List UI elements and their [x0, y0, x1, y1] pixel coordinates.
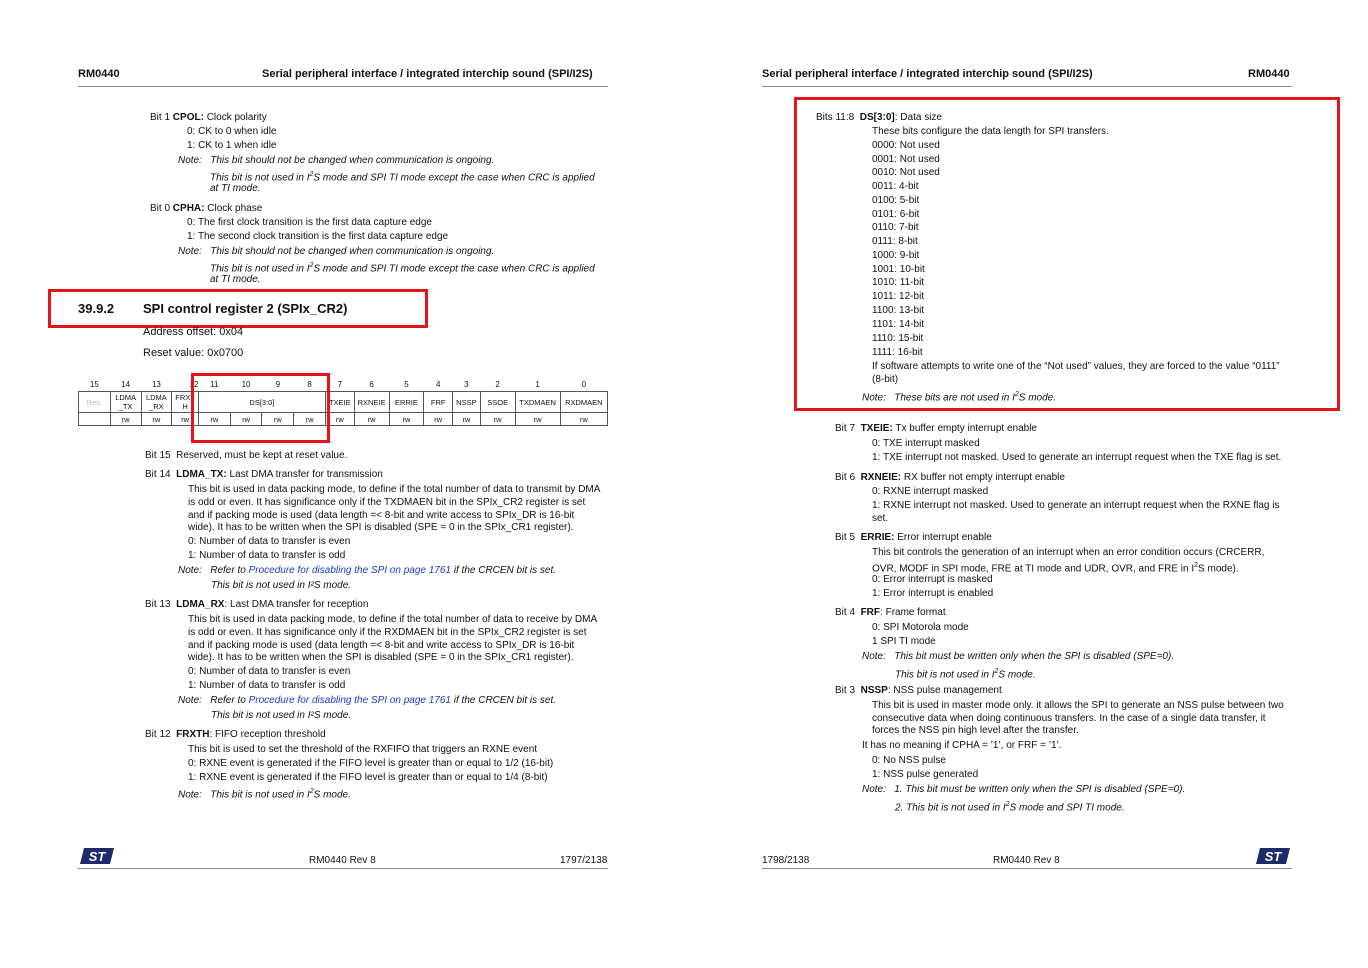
field-txdmaen: TXDMAEN [515, 392, 560, 413]
bit5-text: This bit controls the generation of an interrupt when an error condition occurs (CRCERR, [872, 547, 1265, 558]
ds-option: 0010: Not used [872, 167, 940, 178]
bit13-option-1: 1: Number of data to transfer is odd [188, 680, 346, 691]
field-reserved: Res. [79, 392, 111, 413]
ds-option: 1011: 12-bit [872, 291, 925, 302]
bit5-line: Bit 5 ERRIE: Error interrupt enable [835, 532, 992, 543]
field-ldma-tx: LDMA _TX [110, 392, 141, 413]
bit12-option-0: 0: RXNE event is generated if the FIFO level is greater than or equal to 1/2 (16-bit) [188, 758, 554, 769]
svg-text:ST: ST [88, 849, 106, 864]
st-logo-icon [1256, 848, 1290, 864]
bit-number: 15 [89, 379, 99, 389]
bit14-option-0: 0: Number of data to transfer is even [188, 536, 351, 547]
bit7-option-0: 0: TXE interrupt masked [872, 438, 980, 449]
bit5-option-0: 0: Error interrupt is masked [872, 574, 993, 585]
bit6-option-1: 1: RXNE interrupt not masked. Used to generate an interrupt request when the RXNE flag is [872, 500, 1280, 511]
ds-text: If software attempts to write one of the “Not used” values, they are forced to the value “0111” [872, 361, 1280, 372]
st-logo-icon [80, 848, 114, 864]
bit1-note-2: This bit is not used in $I^2S$ mode and SPI TI mode except the case when CRC is applied [210, 171, 595, 184]
ds-option: 1101: 14-bit [872, 319, 925, 330]
bit0-note-1: Note: This bit should not be changed when communication is ongoing. [178, 246, 495, 257]
ds-line: Bits 11:8 DS[3:0]: Data size [816, 112, 942, 123]
bit-number: 8 [307, 379, 312, 389]
procedure-link[interactable]: Procedure for disabling the SPI on page 1761 [248, 565, 451, 576]
access-cell: rw [515, 413, 560, 426]
bit-number: 4 [435, 379, 441, 389]
field-frf: FRF [424, 392, 453, 413]
bit6-option-0: 0: RXNE interrupt masked [872, 486, 989, 497]
ds-option: 0001: Not used [872, 154, 940, 165]
bit3-note-2: 2. This bit is not used in $I^2S$ mode and SPI TI mode. [895, 801, 1125, 814]
ds-option: 1010: 11-bit [872, 277, 925, 288]
bit12-line: Bit 12 FRXTH: FIFO reception threshold [145, 729, 326, 740]
bit3-option-0: 0: No NSS pulse [872, 755, 946, 766]
bit4-note-1: Note: This bit must be written only when the SPI is disabled (SPE=0). [862, 651, 1175, 662]
right-footer-page: 1798/2138 [762, 855, 810, 866]
address-offset: Address offset: 0x04 [143, 326, 244, 338]
access-cell: rw [424, 413, 453, 426]
ds-note: Note: These bits are not used in $I^2S$ mode. [862, 391, 1057, 404]
procedure-link[interactable]: Procedure for disabling the SPI on page 1761 [248, 695, 451, 706]
bit14-text: wide). It has to be written when the SPI is disabled (SPE = 0 in the SPIx_CR1 register). [188, 522, 574, 533]
field-ssoe: SSOE [480, 392, 515, 413]
left-footer-rev: RM0440 Rev 8 [309, 855, 376, 866]
bit3-text: consecutive data when doing continuous transfers. In the case of a single data transfer, it [872, 713, 1266, 724]
bit14-text: and if packing mode is used (data length =< 8-bit and write access to SPIx_DR is 16-bit [188, 510, 575, 521]
right-footer-rev: RM0440 Rev 8 [993, 855, 1060, 866]
highlight-ds-description [794, 97, 1340, 411]
bit13-text: wide). It has to be written when the SPI is disabled (SPE = 0 in the SPIx_CR1 register). [188, 652, 574, 663]
field-nssp: NSSP [453, 392, 481, 413]
section-number: 39.9.2 [78, 301, 115, 316]
access-cell: rw [453, 413, 481, 426]
bit7-option-1: 1: TXE interrupt not masked. Used to generate an interrupt request when the TXE flag is set. [872, 452, 1282, 463]
bit12-text: This bit is used to set the threshold of the RXFIFO that triggers an RXNE event [188, 744, 538, 755]
bit-number: 0 [581, 379, 587, 389]
access-cell: rw [198, 413, 230, 426]
access-cell: rw [172, 413, 199, 426]
bit3-note-1: Note: 1. This bit must be written only when the SPI is disabled (SPE=0). [862, 784, 1186, 795]
left-header-rule [78, 86, 608, 87]
access-cell: rw [325, 413, 354, 426]
bit13-note-2: This bit is not used in I²S mode. [211, 710, 352, 721]
bit4-note-2: This bit is not used in $I^2S$ mode. [895, 668, 1036, 681]
ds-option: 1111: 16-bit [872, 347, 923, 358]
ds-option: 0111: 8-bit [872, 236, 918, 247]
bit4-line: Bit 4 FRF: Frame format [835, 607, 946, 618]
bit1-option-0: 0: CK to 0 when idle [187, 126, 277, 137]
bit14-option-1: 1: Number of data to transfer is odd [188, 550, 346, 561]
bit12-note: Note: This bit is not used in $I^2S$ mode. [178, 788, 351, 801]
bit14-note-2: This bit is not used in I²S mode. [211, 580, 352, 591]
bit5-text: OVR, MODF in SPI mode, FRE at TI mode and UDR, OVR, and FRE in $I^2S$ mode). [872, 562, 1239, 575]
bit14-note-1: Note: Refer to Procedure for disabling the SPI on page 1761 if the CRCEN bit is set. [178, 565, 557, 576]
bit-number: 6 [369, 379, 374, 389]
bit3-text: forces the NSS pin high level after the transfer. [872, 725, 1079, 736]
bit3-line: Bit 3 NSSP: NSS pulse management [835, 685, 1002, 696]
ds-option: 1100: 13-bit [872, 305, 925, 316]
bit-number: 13 [151, 379, 161, 389]
left-footer-page: 1797/2138 [560, 855, 608, 866]
ds-option: 1001: 10-bit [872, 264, 925, 275]
right-header-title: Serial peripheral interface / integrated interchip sound (SPI/I2S) [762, 68, 1093, 80]
left-footer-rule [78, 868, 608, 869]
right-footer-rule [762, 868, 1292, 869]
section-title: SPI control register 2 (SPIx_CR2) [143, 301, 348, 316]
field-errie: ERRIE [389, 392, 424, 413]
bit-number: 12 [189, 379, 199, 389]
field-frxth: FRXT H [172, 392, 199, 413]
bit13-text: This bit is used in data packing mode, to define if the total number of data to receive by DMA [188, 614, 598, 625]
bit4-option-0: 0: SPI Motorola mode [872, 622, 969, 633]
register-table [78, 377, 608, 426]
bit14-line: Bit 14 LDMA_TX: Last DMA transfer for transmission [145, 469, 383, 480]
bit-number: 3 [464, 379, 469, 389]
ds-text: (8-bit) [872, 374, 899, 385]
bit1-note-3: at TI mode. [210, 183, 261, 194]
right-header-doc: RM0440 [1248, 68, 1290, 80]
reset-value: Reset value: 0x0700 [143, 347, 244, 359]
bit13-note-1: Note: Refer to Procedure for disabling the SPI on page 1761 if the CRCEN bit is set. [178, 695, 557, 706]
bit1-note-1: Note: This bit should not be changed when communication is ongoing. [178, 155, 495, 166]
bit7-line: Bit 7 TXEIE: Tx buffer empty interrupt enable [835, 423, 1037, 434]
bit0-note-3: at TI mode. [210, 274, 261, 285]
bit14-text: is odd or even. It has significance only if the TXDMAEN bit in the SPIx_CR2 register is set [188, 497, 586, 508]
access-cell: rw [560, 413, 607, 426]
bit-number: 9 [275, 379, 281, 389]
bit3-option-1: 1: NSS pulse generated [872, 769, 979, 780]
bit15-line: Bit 15 Reserved, must be kept at reset value. [145, 450, 348, 461]
ds-option: 0000: Not used [872, 140, 940, 151]
ds-option: 0011: 4-bit [872, 181, 919, 192]
field-rxdmaen: RXDMAEN [560, 392, 607, 413]
access-cell: rw [294, 413, 326, 426]
bit1-option-1: 1: CK to 1 when idle [187, 140, 277, 151]
bit3-text: This bit is used in master mode only. it allows the SPI to generate an NSS pulse between two [872, 700, 1284, 711]
access-cell: rw [480, 413, 515, 426]
bit13-line: Bit 13 LDMA_RX: Last DMA transfer for reception [145, 599, 369, 610]
highlight-ds-field [191, 373, 330, 443]
ds-option: 0100: 5-bit [872, 195, 920, 206]
bit0-note-2: This bit is not used in $I^2S$ mode and SPI TI mode except the case when CRC is applied [210, 262, 595, 275]
ds-option: 1110: 15-bit [872, 333, 924, 344]
ds-option: 1000: 9-bit [872, 250, 920, 261]
field-rxneie: RXNEIE [354, 392, 389, 413]
bit14-text: This bit is used in data packing mode, to define if the total number of data to transmit by DMA [188, 484, 601, 495]
bit5-option-1: 1: Error interrupt is enabled [872, 588, 994, 599]
field-txeie: TXEIE [325, 392, 354, 413]
bit-number: 1 [535, 379, 540, 389]
bit-number: 2 [495, 379, 500, 389]
bit13-option-0: 0: Number of data to transfer is even [188, 666, 351, 677]
bit6-option-1-cont: set. [872, 513, 889, 524]
left-header-doc: RM0440 [78, 68, 120, 80]
field-ldma-rx: LDMA _RX [141, 392, 172, 413]
access-cell: rw [389, 413, 424, 426]
access-cell: rw [110, 413, 141, 426]
ds-option: 0101: 6-bit [872, 209, 920, 220]
access-cell: rw [262, 413, 294, 426]
right-header-rule [762, 86, 1292, 87]
bit12-option-1: 1: RXNE event is generated if the FIFO level is greater than or equal to 1/4 (8-bit) [188, 772, 548, 783]
bit0-option-1: 1: The second clock transition is the first data capture edge [187, 231, 449, 242]
bit-number: 7 [337, 379, 343, 389]
bit4-option-1: 1 SPI TI mode [872, 636, 936, 647]
bit-number: 10 [241, 379, 251, 389]
ds-option: 0110: 7-bit [872, 222, 919, 233]
bit0-line: Bit 0 CPHA: Clock phase [150, 203, 263, 214]
bit1-line: Bit 1 CPOL: Clock polarity [150, 112, 267, 123]
bit13-text: and if packing mode is used (data length =< 8-bit and write access to SPIx_DR is 16-bit [188, 640, 575, 651]
bit13-text: is odd or even. It has significance only if the RXDMAEN bit in the SPIx_CR2 register is set [188, 627, 587, 638]
bit6-line: Bit 6 RXNEIE: RX buffer not empty interrupt enable [835, 472, 1065, 483]
bit3-condition: It has no meaning if CPHA = ’1’, or FRF = ’1’. [862, 740, 1062, 751]
bit-number: 5 [404, 379, 409, 389]
bit0-option-0: 0: The first clock transition is the first data capture edge [187, 217, 432, 228]
left-header-title: Serial peripheral interface / integrated interchip sound (SPI/I2S) [262, 68, 593, 80]
ds-text: These bits configure the data length for SPI transfers. [872, 126, 1109, 137]
access-cell: rw [230, 413, 262, 426]
svg-text:ST: ST [1264, 849, 1282, 864]
bit-number: 14 [121, 379, 131, 389]
bit-number: 11 [210, 379, 219, 389]
access-cell: rw [354, 413, 389, 426]
access-cell: rw [141, 413, 172, 426]
access-cell [79, 413, 111, 426]
highlight-section-title [48, 289, 428, 328]
field-ds: DS[3:0] [198, 392, 325, 413]
